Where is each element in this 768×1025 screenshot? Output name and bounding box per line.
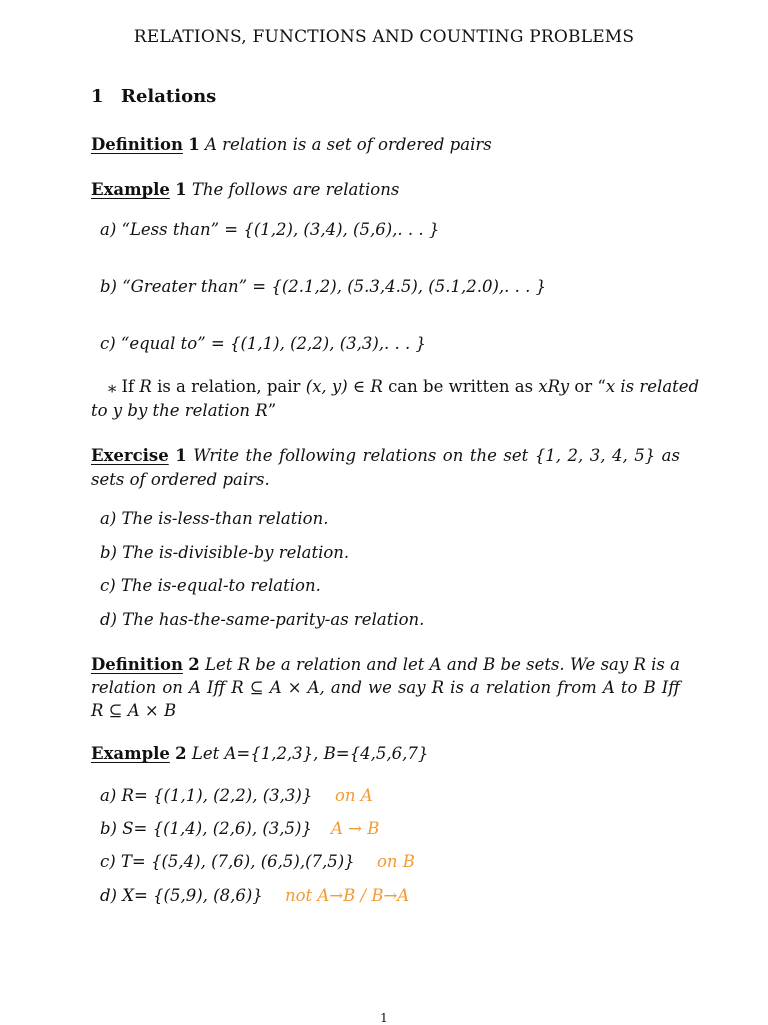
example-text: The follows are relations <box>191 180 400 199</box>
section-number: 1 <box>91 86 104 107</box>
definition-label: Definition <box>91 135 183 154</box>
definition-number: 1 <box>188 135 200 154</box>
example-label: Example <box>91 744 170 763</box>
remark-line-1 <box>108 377 699 396</box>
definition-1 <box>91 135 492 154</box>
exercise-1 <box>91 444 680 492</box>
remark-text: ” <box>267 401 277 420</box>
asterisk-icon: ⁎ <box>108 377 117 396</box>
remark-line-2 <box>91 401 276 420</box>
exercise-1-item: b) The is-divisible-by relation. <box>100 543 350 562</box>
remark-text: can be written as <box>388 377 534 396</box>
exercise-number: 1 <box>175 446 187 465</box>
example-number: 1 <box>175 180 187 199</box>
remark-text: or “ <box>574 377 606 396</box>
exercise-label: Exercise <box>91 446 169 465</box>
remark-text: If <box>121 377 135 396</box>
remark-math: (x, y) ∈ R <box>305 377 383 396</box>
exercise-text: Write the following relations on the set {1, 2, 3, 4, 5} as sets of ordered pairs. <box>91 446 680 489</box>
exercise-1-item: c) The is-equal-to relation. <box>100 576 321 595</box>
example-2-note: A → B <box>331 819 380 838</box>
example-number: 2 <box>175 744 187 763</box>
section-heading <box>91 86 216 107</box>
example-1-item: c) “equal to” = {(1,1), (2,2), (3,3),. . . } <box>100 334 427 353</box>
example-2 <box>91 744 428 763</box>
remark-quote: to y by the relation R <box>91 401 268 420</box>
remark-text: is a relation, pair <box>157 377 301 396</box>
page-number: 1 <box>380 1011 388 1025</box>
definition-2 <box>91 653 680 722</box>
section-title: Relations <box>121 86 217 107</box>
example-1-item: a) “Less than” = {(1,2), (3,4), (5,6),. . . } <box>100 220 440 239</box>
remark-math: xRy <box>538 377 570 396</box>
remark-quote: x is related <box>605 377 700 396</box>
example-label: Example <box>91 180 170 199</box>
definition-label: Definition <box>91 655 183 674</box>
exercise-1-item: a) The is-less-than relation. <box>100 509 329 528</box>
exercise-1-item: d) The has-the-same-parity-as relation. <box>100 610 425 629</box>
definition-text: Let R be a relation and let A and B be sets. We say R is a relation on A Iff R ⊆ A × A, and we say R is a relation from A to B Iff R ⊆ A × B <box>91 655 680 720</box>
definition-text: A relation is a set of ordered pairs <box>204 135 492 154</box>
example-1-item: b) “Greater than” = {(2.1,2), (5.3,4.5), (5.1,2.0),. . . } <box>100 277 547 296</box>
example-2-note: on A <box>335 786 373 805</box>
example-2-item: b) S= {(1,4), (2,6), (3,5)} <box>100 819 312 838</box>
definition-number: 2 <box>188 655 200 674</box>
example-2-item: d) X= {(5,9), (8,6)} <box>100 886 263 905</box>
remark-var: R <box>139 377 152 396</box>
example-2-item: a) R= {(1,1), (2,2), (3,3)} <box>100 786 313 805</box>
example-2-note: on B <box>377 852 415 871</box>
example-2-note: not A→B / B→A <box>285 886 410 905</box>
example-text: Let A={1,2,3}, B={4,5,6,7} <box>191 744 429 763</box>
example-2-item: c) T= {(5,4), (7,6), (6,5),(7,5)} <box>100 852 355 871</box>
example-1 <box>91 180 399 199</box>
page-header: RELATIONS, FUNCTIONS AND COUNTING PROBLEMS <box>133 27 635 47</box>
